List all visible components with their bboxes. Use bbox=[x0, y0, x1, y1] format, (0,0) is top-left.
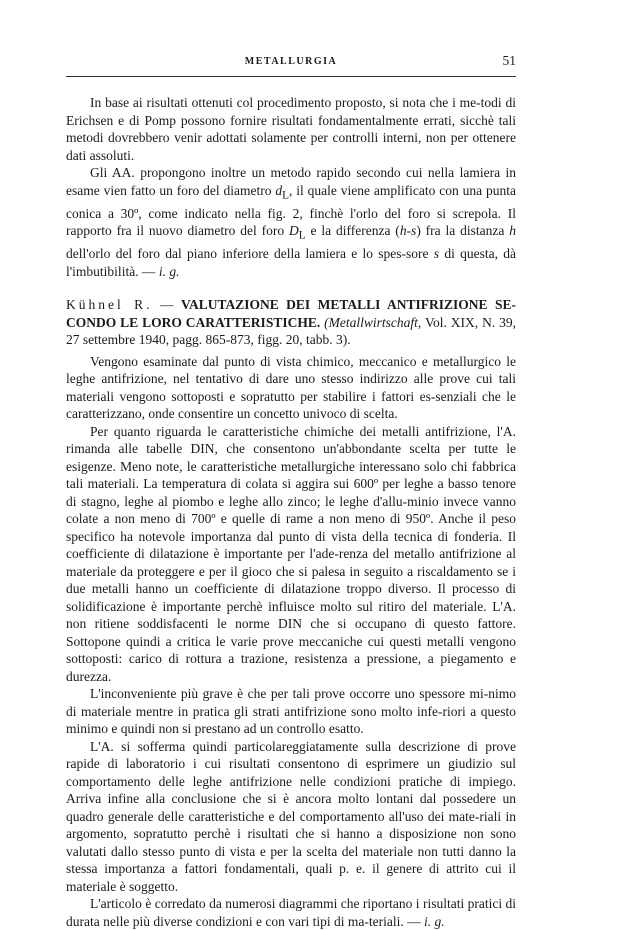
paragraph-1: Vengono esaminate dal punto di vista chimico, meccanico e metallurgico le leghe antifrizione, nel tentativo di dare uno stesso indirizzo alle prove cui tali materiali vengono sottoposti e sopratutto per stabilire i fattori es-senziali che le caratterizzano, onde consentire un concetto univoco di scelta. bbox=[66, 353, 516, 422]
text-segment: e la differenza ( bbox=[305, 223, 400, 239]
paragraph-5 bbox=[66, 895, 516, 930]
text-segment: di questa, dà l'imbutibilità. — bbox=[66, 246, 516, 279]
text-segment: Gli AA. propongono inoltre un metodo rapido secondo cui nella lamiera in esame vien fatto un foro del diametro bbox=[66, 165, 516, 198]
subscript-l: L bbox=[298, 229, 306, 242]
symbol-h-minus-s: h-s bbox=[399, 223, 417, 239]
text-segment: dell'orlo del foro dal piano inferiore della lamiera e lo spes-sore bbox=[66, 246, 434, 262]
header-rule bbox=[66, 76, 516, 77]
symbol-s: s bbox=[433, 246, 440, 262]
paragraph-rapid-method bbox=[66, 164, 516, 280]
journal-name: (Metallwirtschaft, bbox=[324, 314, 422, 330]
abstract-entry-heading bbox=[66, 296, 516, 349]
subscript-l: L bbox=[282, 189, 289, 202]
reviewer-signature: i. g. bbox=[158, 263, 180, 279]
paragraph-erichsen-pomp: In base ai risultati ottenuti col procedimento proposto, si nota che i me-todi di Erichsen e di Pomp possono fornire risultati fondamentalmente errati, sicchè tali metodi dovrebbero venir adottati solamente per controlli interni, non per ottenere dati assoluti. bbox=[66, 95, 516, 163]
symbol-d-upper: D bbox=[289, 223, 299, 239]
running-header bbox=[66, 53, 516, 74]
reviewer-signature: i. g. bbox=[424, 913, 445, 929]
paragraph-3: L'inconveniente più grave è che per tali prove occorre uno spessore mi-nimo di materiale mentre in pratica gli strati antifrizione sono molto infe-riori a questo minimo e quindi non si prestano ad un controllo esatto. bbox=[66, 686, 516, 737]
page-body bbox=[66, 94, 516, 930]
text-segment: ) fra la distanza bbox=[416, 223, 510, 239]
separator-dash: — bbox=[152, 297, 181, 313]
symbol-h: h bbox=[509, 223, 516, 239]
running-title: METALLURGIA bbox=[244, 56, 338, 67]
article-title: VALUTAZIONE DEI METALLI ANTIFRIZIONE SE-CONDO LE LORO CARATTERISTICHE. bbox=[66, 297, 517, 330]
symbol-d: d bbox=[275, 182, 283, 198]
text-segment: , il quale viene amplificato con una punta conica a 30º, come indicato nella fig. 2, finchè l'orlo del foro si screpola. Il rapporto fra il nuovo diametro del foro bbox=[66, 182, 516, 239]
page-number: 51 bbox=[502, 53, 516, 68]
paragraph-2: Per quanto riguarda le caratteristiche chimiche dei metalli antifrizione, l'A. rimanda alle tabelle DIN, che consentono un'abbondante scelta per tutte le esigenze. Meno note, le caratteristiche metallurgiche interessano solo chi fabbrica tali materiali. La temperatura di colata si aggira sui 600º per leghe a basso tenore di stagno, leghe al piombo e leghe allo zinco; le leghe d'allu-minio invece vanno colate a non meno di 700º e quelle di rame a non meno di 950º. Anche il peso specifico ha notevole importanza dal punto di vista della tecnica di fonderia. Il coefficiente di dilatazione è importante per l'ade-renza del metallo antifrizione al materiale da proteggere e per il gioco che si palesa in seguito a riscaldamento se i due metalli hanno un coefficiente di dilatazione troppo diverso. Il processo di solidificazione è importante perchè influisce molto sul ritiro del materiale. L'A. non ritiene soddisfacenti le norme DIN che si occupano di questo fattore. Sottopone quindi a critica le varie prove meccaniche cui questi metalli vengono sottoposti: carico di rottura a trazione, resistenza a pressione, a piegamento e durezza. bbox=[66, 423, 516, 684]
paragraph-4: L'A. si sofferma quindi particolareggiatamente sulla descrizione di prove rapide di laboratorio i cui risultati consentono di esprimere un giudizio sul comportamento delle leghe antifrizione nelle condizioni pratiche di impiego. Arriva infine alla conclusione che si è ancora molto lontani dal possedere un quadro generale delle caratteristiche e del comportamento all'uso dei mate-riali in argomento, sopratutto perchè i risultati che si hanno a disposizione non sono valutati dallo stesso punto di vista e per la scelta del materiale non tutti danno la stessa importanza a fattori fondamentali, quali p. e. il genere di attrito cui il materiale è soggetto. bbox=[66, 738, 516, 894]
citation-details: Vol. XIX, N. 39, 27 settembre 1940, pagg. 865-873, figg. 20, tabb. 3). bbox=[66, 314, 517, 348]
text-segment: L'articolo è corredato da numerosi diagrammi che riportano i risultati pratici di durata nelle più diverse condizioni e con vari tipi di ma-teriali. — bbox=[66, 896, 516, 929]
author-name: Kühnel R. bbox=[66, 297, 153, 313]
